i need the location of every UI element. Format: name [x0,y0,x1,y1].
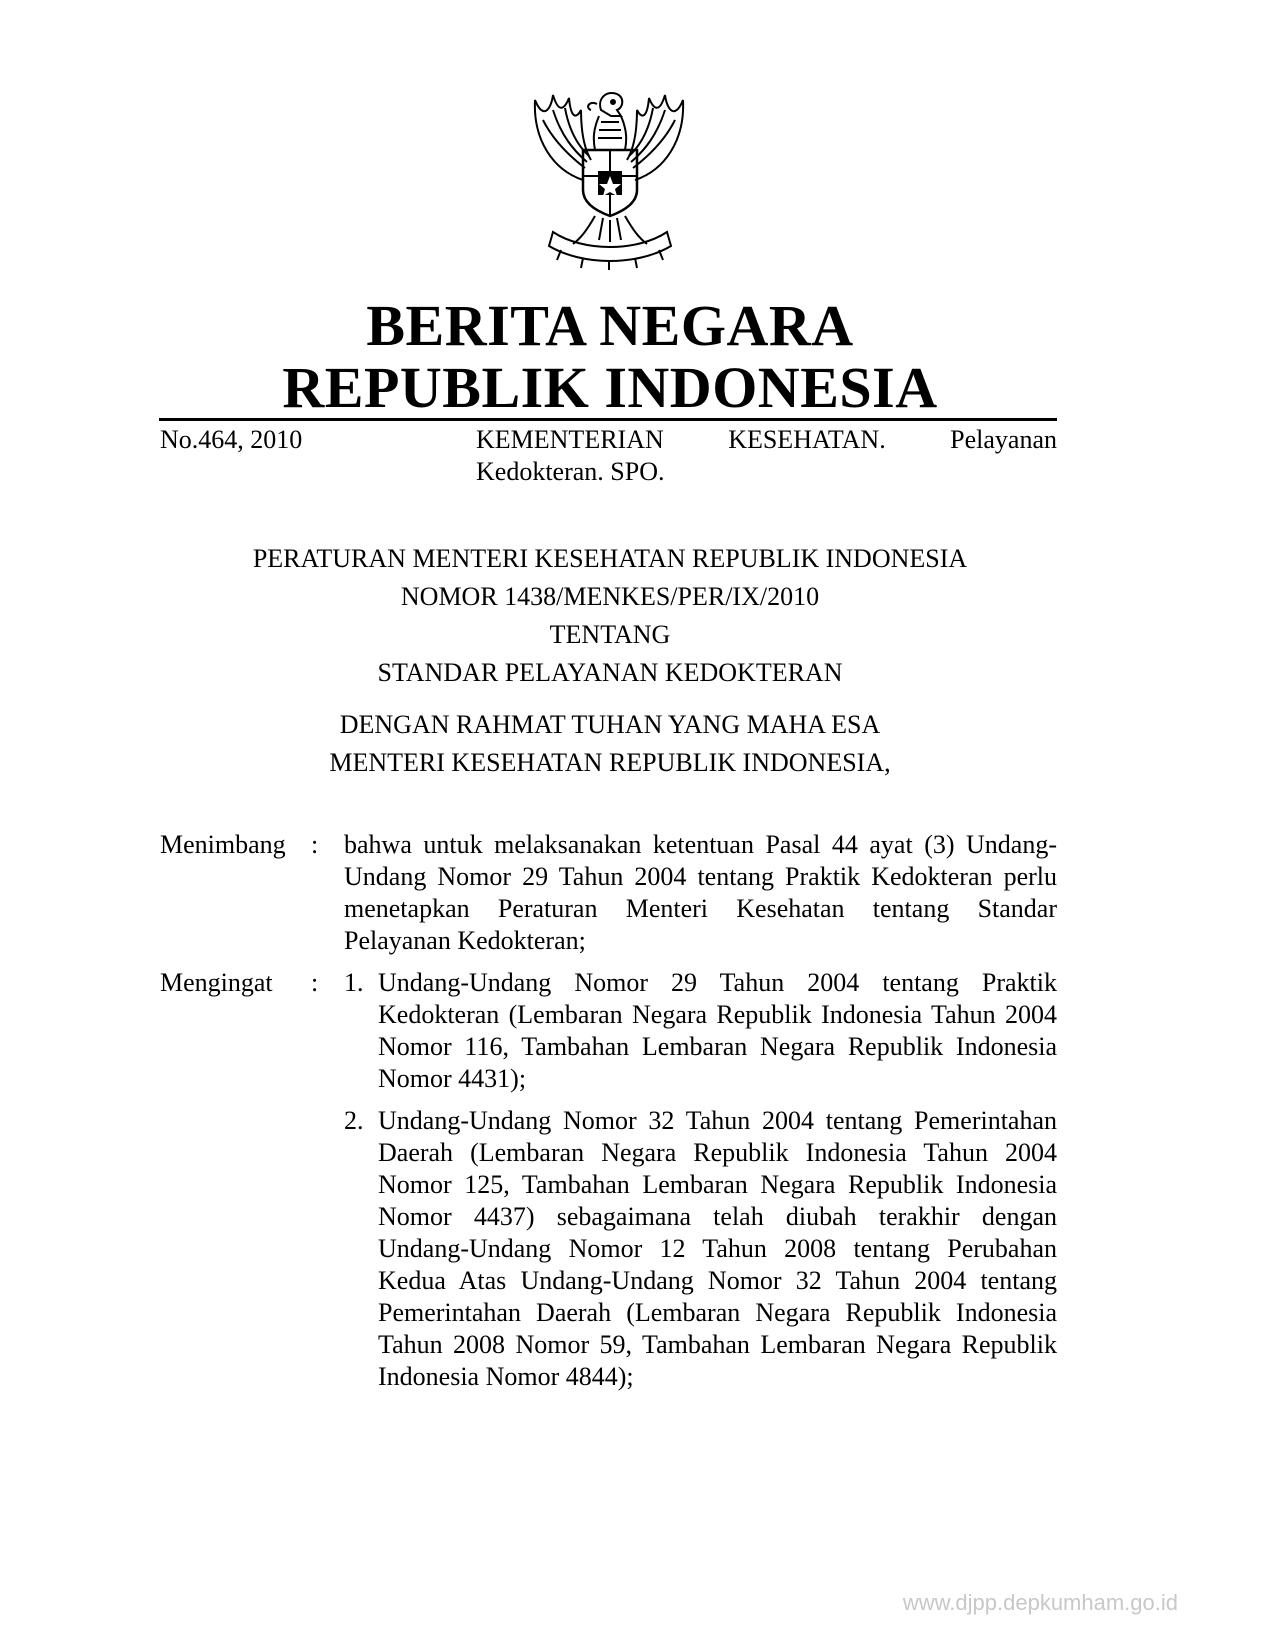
mengingat-colon: : [311,968,319,997]
mengingat-label: Mengingat [160,968,273,997]
mengingat-item-text: Undang-Undang Nomor 29 Tahun 2004 tentang Praktik Kedokteran (Lembaran Negara Republik Indonesia Tahun 2004 Nomor 116, Tambahan Lembaran Negara Republik Indonesia Nomor 4431); [378,968,1057,1093]
masthead-subtitle: REPUBLIK INDONESIA [282,355,938,420]
mengingat-item-number: 2. [344,1106,364,1135]
regulation-number: NOMOR 1438/MENKES/PER/IX/2010 [400,582,820,611]
opening-line1: DENGAN RAHMAT TUHAN YANG MAHA ESA [339,710,881,739]
gazette-subject-line2: Kedokteran. SPO. [476,457,665,486]
header-divider [159,418,1057,421]
gazette-subject [476,424,1057,488]
gazette-subject-line1: KEMENTERIAN KESEHATAN. Pelayanan [476,425,1057,454]
masthead-title: BERITA NEGARA [366,293,854,358]
regulation-title-line1: PERATURAN MENTERI KESEHATAN REPUBLIK INDONESIA [252,544,968,573]
regulation-subject: STANDAR PELAYANAN KEDOKTERAN [377,658,843,687]
regulation-tentang: TENTANG [549,620,671,649]
gazette-number: No.464, 2010 [160,425,303,454]
mengingat-item-text: Undang-Undang Nomor 32 Tahun 2004 tentang Pemerintahan Daerah (Lembaran Negara Republik Indonesia Tahun 2004 Nomor 125, Tambahan Lembaran Negara Republik Indonesia Nomor 4437) sebagaimana telah diubah terakhir dengan Undang-Undang Nomor 12 Tahun 2008 tentang Perubahan Kedua Atas Undang-Undang Nomor 32 Tahun 2004 tentang Pemerintahan Daerah (Lembaran Negara Republik Indonesia Tahun 2008 Nomor 59, Tambahan Lembaran Negara Republik Indonesia Nomor 4844); [378,1106,1057,1391]
menimbang-label: Menimbang [160,830,286,859]
menimbang-text: bahwa untuk melaksanakan ketentuan Pasal 44 ayat (3) Undang-Undang Nomor 29 Tahun 2004 tentang Praktik Kedokteran perlu menetapkan Peraturan Menteri Kesehatan tentang Standar Pelayanan Kedokteran; [344,830,1057,955]
opening-formula [160,706,1060,782]
garuda-pancasila-emblem [513,80,705,272]
footer-website-link[interactable]: www.djpp.depkumham.go.id [902,1590,1178,1615]
opening-line2: MENTERI KESEHATAN REPUBLIK INDONESIA, [329,748,891,777]
regulation-title [160,540,1060,692]
menimbang-colon: : [311,830,319,859]
mengingat-item-number: 1. [344,968,364,997]
mengingat-item [344,967,1057,1095]
mengingat-item [344,1105,1057,1393]
